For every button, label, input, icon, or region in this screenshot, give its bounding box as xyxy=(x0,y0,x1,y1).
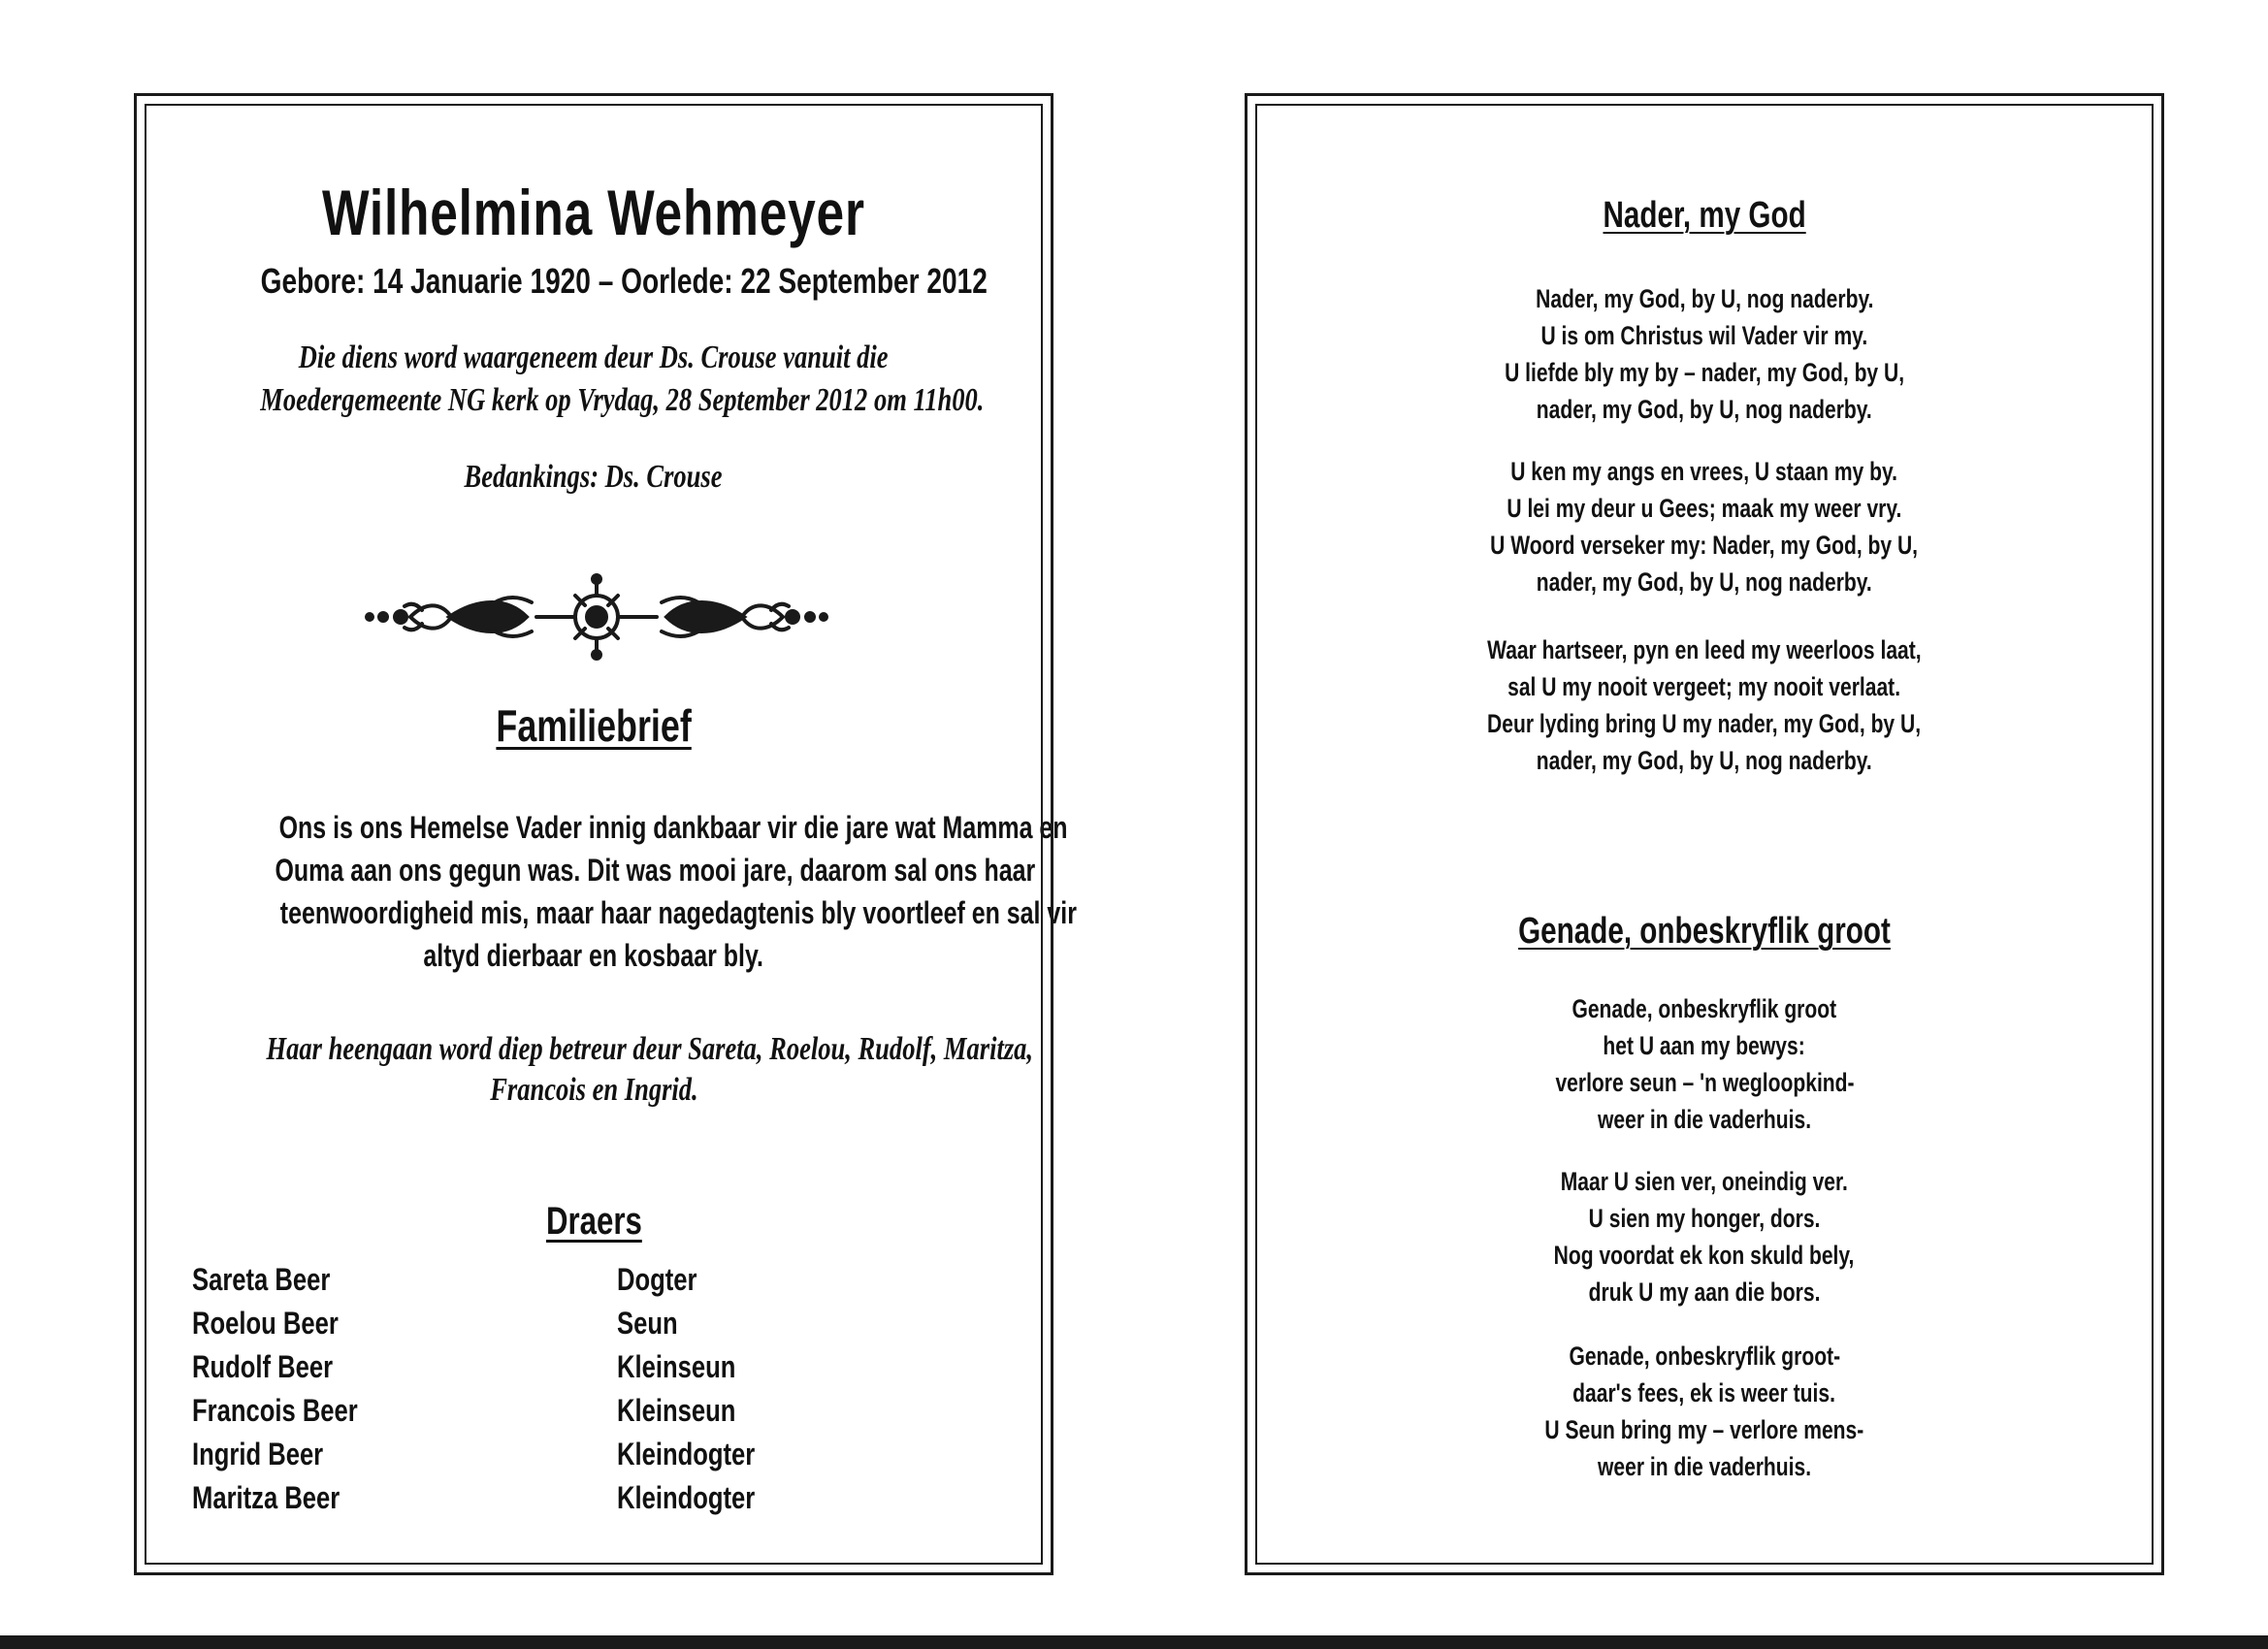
funeral-program-right-page xyxy=(1245,93,2164,1575)
hymn-title-genade: Genade, onbeskryflik groot xyxy=(1518,911,1891,952)
service-line: Die diens word waargeneem deur Ds. Crouse vanuit die xyxy=(299,340,889,375)
service-line: Moedergemeente NG kerk op Vrydag, 28 September 2012 om 11h00. xyxy=(260,382,985,418)
floral-scroll-ornament-icon xyxy=(158,573,1029,661)
bearer-row xyxy=(158,1393,1029,1437)
bearer-relation: Seun xyxy=(617,1306,678,1341)
right-page-content xyxy=(1269,117,2140,1551)
hymn-line: Deur lyding bring U my nader, my God, by U, xyxy=(1487,709,1922,738)
hymn2-stanza xyxy=(1269,1163,2140,1310)
hymn-line: Genade, onbeskryflik groot xyxy=(1571,994,1837,1023)
hymn-line: weer in die vaderhuis. xyxy=(1597,1452,1812,1481)
hymn-line: Waar hartseer, pyn en leed my weerloos laat, xyxy=(1487,635,1922,664)
hymn-line: U Woord verseker my: Nader, my God, by U, xyxy=(1490,531,1919,560)
hymn-line: verlore seun – 'n wegloopkind- xyxy=(1554,1068,1855,1097)
mourners-statement xyxy=(158,1029,1034,1111)
hymn-line: daar's fees, ek is weer tuis. xyxy=(1572,1378,1836,1407)
familiebrief-heading: Familiebrief xyxy=(496,700,692,751)
bearer-relation: Kleindogter xyxy=(617,1480,756,1515)
deceased-name: Wilhelmina Wehmeyer xyxy=(322,177,865,248)
bearer-name: Francois Beer xyxy=(192,1393,358,1428)
letter-line: Ouma aan ons gegun was. Dit was mooi jare, daarom sal ons haar xyxy=(275,853,1036,888)
hymn-line: weer in die vaderhuis. xyxy=(1597,1105,1812,1134)
birth-death-dates: Gebore: 14 Januarie 1920 – Oorlede: 22 September 2012 xyxy=(260,261,988,301)
bearer-relation: Kleindogter xyxy=(617,1437,756,1471)
hymn-line: Nog voordat ek kon skuld bely, xyxy=(1554,1241,1855,1270)
draers-heading: Draers xyxy=(545,1200,642,1243)
service-details xyxy=(158,337,1029,422)
hymn-title-nader-my-god: Nader, my God xyxy=(1603,195,1806,236)
hymn-line: Genade, onbeskryflik groot- xyxy=(1569,1342,1840,1371)
funeral-program-left-page xyxy=(134,93,1077,1575)
left-page-content xyxy=(158,117,1077,1551)
letter-line: teenwoordigheid mis, maar haar nagedagtenis bly voortleef en sal vir xyxy=(279,895,1077,930)
hymn2-stanza xyxy=(1269,990,2140,1138)
bearer-row xyxy=(158,1480,1029,1524)
bearer-relation: Dogter xyxy=(617,1262,697,1297)
hymn-line: Nader, my God, by U, nog naderby. xyxy=(1535,284,1874,313)
hymn-line: Maar U sien ver, oneindig ver. xyxy=(1560,1167,1849,1196)
mourners-line: Francois en Ingrid. xyxy=(489,1072,698,1108)
hymn-line: het U aan my bewys: xyxy=(1603,1031,1806,1060)
bearer-row xyxy=(158,1349,1029,1393)
hymn1-stanza xyxy=(1269,453,2140,600)
hymn2-stanza xyxy=(1269,1338,2140,1485)
hymn-line: U liefde bly my by – nader, my God, by U, xyxy=(1505,358,1904,387)
hymn-line: sal U my nooit vergeet; my nooit verlaat. xyxy=(1507,672,1901,701)
hymn-line: druk U my aan die bors. xyxy=(1588,1277,1821,1307)
family-letter xyxy=(168,806,1077,977)
hymn-line: U Seun bring my – verlore mens- xyxy=(1544,1415,1864,1444)
hymn-line: U ken my angs en vrees, U staan my by. xyxy=(1510,457,1898,486)
bearer-name: Roelou Beer xyxy=(192,1306,339,1341)
bearer-relation: Kleinseun xyxy=(617,1349,736,1384)
bearer-row xyxy=(158,1437,1029,1480)
hymn-line: U lei my deur u Gees; maak my weer vry. xyxy=(1507,494,1902,523)
mourners-line: Haar heengaan word diep betreur deur Sareta, Roelou, Rudolf, Maritza, xyxy=(266,1031,1034,1067)
hymn-line: nader, my God, by U, nog naderby. xyxy=(1536,567,1872,597)
hymn-line: nader, my God, by U, nog naderby. xyxy=(1536,746,1872,775)
hymn1-stanza xyxy=(1269,631,2140,779)
hymn-line: U is om Christus wil Vader vir my. xyxy=(1540,321,1868,350)
bearer-relation: Kleinseun xyxy=(617,1393,736,1428)
bearers-list xyxy=(158,1262,1029,1524)
hymn-line: U sien my honger, dors. xyxy=(1588,1204,1821,1233)
bearer-name: Ingrid Beer xyxy=(192,1437,324,1471)
bearer-row xyxy=(158,1306,1029,1349)
bearer-name: Sareta Beer xyxy=(192,1262,331,1297)
bearer-row xyxy=(158,1262,1029,1306)
bearer-name: Rudolf Beer xyxy=(192,1349,334,1384)
scan-edge-shadow xyxy=(0,1635,2268,1649)
hymn-line: nader, my God, by U, nog naderby. xyxy=(1536,395,1872,424)
hymn1-stanza xyxy=(1269,280,2140,428)
thanks-line: Bedankings: Ds. Crouse xyxy=(464,459,723,495)
bearer-name: Maritza Beer xyxy=(192,1480,340,1515)
letter-line: altyd dierbaar en kosbaar bly. xyxy=(423,938,764,973)
letter-line: Ons is ons Hemelse Vader innig dankbaar vir die jare wat Mamma en xyxy=(278,810,1068,845)
